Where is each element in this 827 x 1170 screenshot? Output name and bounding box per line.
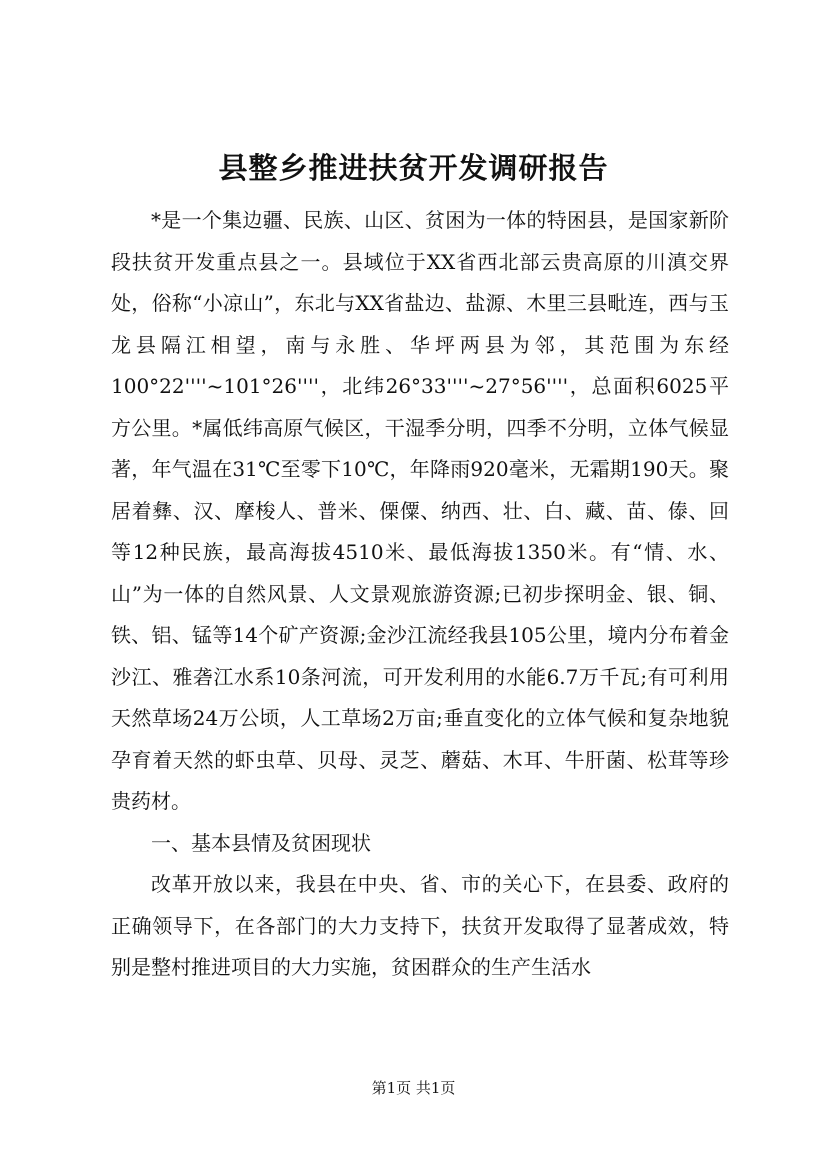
- section-paragraph: 改革开放以来，我县在中央、省、市的关心下，在县委、政府的正确领导下，在各部门的大力支持下，扶贫开发取得了显著成效，特别是整村推进项目的大力实施，贫困群众的生产生活水: [111, 872, 729, 979]
- section-heading: 一、基本县情及贫困现状: [151, 830, 371, 855]
- intro-paragraph: *是一个集边疆、民族、山区、贫困为一体的特困县，是国家新阶段扶贫开发重点县之一。县域位于XX省西北部云贵高原的川滇交界处，俗称“小凉山”，东北与XX省盐边、盐源、木里三县毗连，西与玉龙县隔江相望，南与永胜、华坪两县为邻，其范围为东经 100°22''''~101°26''''，北纬26°33''''~27°56''''，总面积6025平方公里。*属低纬高原气候区，干湿季分明，四季不分明，立体气候显著，年气温在31℃至零下10℃，年降雨920毫米，无霜期190天。聚居着彝、汉、摩梭人、普米、傈僳、纳西、壮、白、藏、苗、傣、回等12种民族，最高海拔4510米、最低海拔1350米。有“情、水、山”为一体的自然风景、人文景观旅游资源;已初步探明金、银、铜、铁、铝、锰等14个矿产资源;金沙江流经我县105公里，境内分布着金沙江、雅砻江水系10条河流，可开发利用的水能6.7万千瓦;有可利用天然草场24万公顷，人工草场2万亩;垂直变化的立体气候和复杂地貌孕育着天然的虾虫草、贝母、灵芝、蘑菇、木耳、牛肝菌、松茸等珍贵药材。: [111, 208, 729, 813]
- document-title: 县整乡推进扶贫开发调研报告: [218, 151, 609, 185]
- page-footer: 第1页 共1页: [371, 1079, 456, 1097]
- document-body: [111, 200, 729, 989]
